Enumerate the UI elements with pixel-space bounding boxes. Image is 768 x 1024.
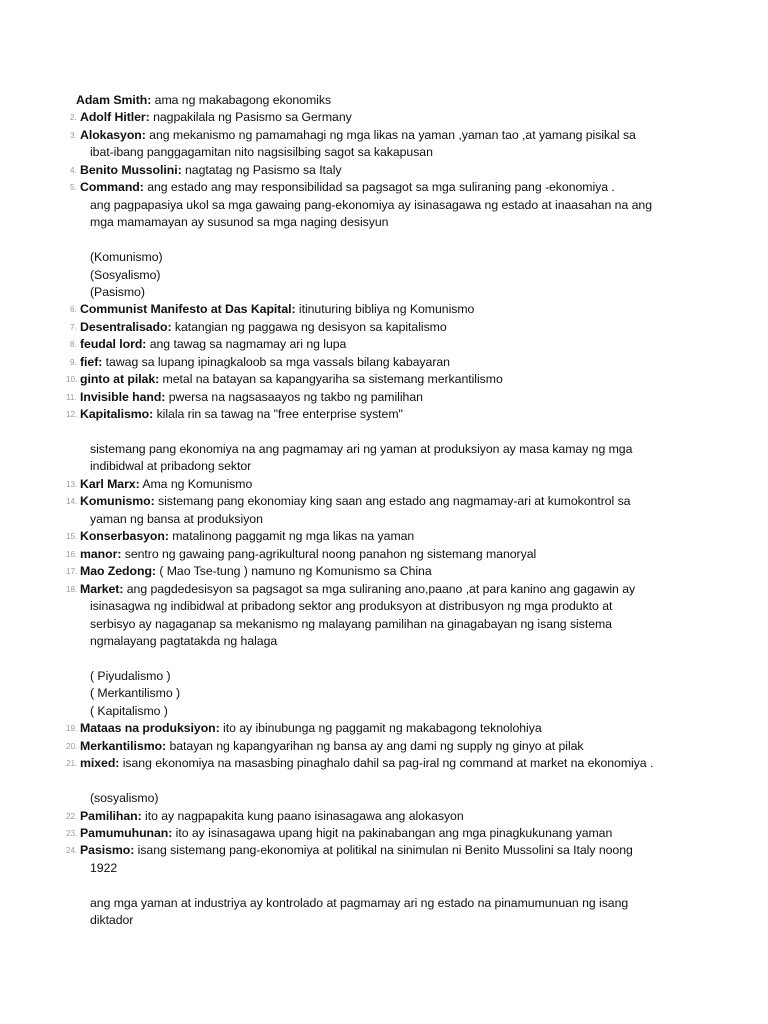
entry-note: ang pagpapasiya ukol sa mga gawaing pang-ekonomiya ay isinasagawa ng estado at inaasahan na ang	[90, 197, 652, 212]
entry-number: 8.	[70, 340, 77, 350]
entry-term: Pasismo:	[80, 843, 135, 858]
entry-definition: batayan ng kapangyarihan ng bansa ay ang dami ng supply ng ginyo at pilak	[166, 738, 584, 753]
glossary-entry	[0, 476, 700, 493]
entry-term: Merkantilismo:	[80, 738, 167, 753]
entry-number: 12.	[66, 410, 78, 420]
entry-definition: matalinong paggamit ng mga likas na yaman	[168, 529, 415, 544]
glossary-entry	[0, 354, 700, 371]
entry-definition: ang mekanismo ng pamamahagi ng mga likas na yaman ,yaman tao ,at yamang pisikal sa	[145, 127, 636, 142]
entry-number: 19.	[66, 724, 78, 734]
entry-note: ( Merkantilismo )	[90, 686, 181, 701]
glossary-entry	[0, 528, 700, 545]
blank-line	[0, 650, 700, 667]
entry-note: indibidwal at pribadong sektor	[90, 459, 252, 474]
entry-term: Invisible hand:	[80, 389, 166, 404]
glossary-entry	[0, 738, 700, 755]
entry-definition: sentro ng gawaing pang-agrikultural noong panahon ng sistemang manoryal	[121, 546, 537, 561]
entry-number: 15.	[66, 532, 78, 542]
glossary-entry	[0, 179, 700, 196]
entry-term: ginto at pilak:	[80, 372, 160, 387]
entry-number: 7.	[70, 322, 77, 332]
entry-term: Pamumuhunan:	[80, 825, 173, 840]
entry-number: 10.	[66, 375, 78, 385]
entry-note: (Sosyalismo)	[90, 267, 161, 282]
entry-term: Konserbasyon:	[80, 529, 169, 544]
entry-note: ang mga yaman at industriya ay kontrolado at pagmamay ari ng estado na pinamumunuan ng isang	[90, 895, 629, 910]
glossary-entry	[0, 842, 700, 859]
glossary-entry	[0, 336, 700, 353]
entry-number: 24.	[66, 846, 78, 856]
entry-note: mga mamamayan ay susunod sa mga naging desisyun	[90, 215, 389, 230]
entry-note: (sosyalismo)	[90, 791, 159, 806]
glossary-entry	[0, 301, 700, 318]
entry-note: (Komunismo)	[90, 250, 163, 265]
entry-term: Mataas na produksiyon:	[80, 721, 220, 736]
entry-term: Karl Marx:	[80, 476, 140, 491]
glossary-entry	[0, 319, 700, 336]
blank-line	[0, 877, 700, 894]
entry-definition: ang tawag sa nagmamay ari ng lupa	[146, 337, 347, 352]
entry-number: 17.	[66, 567, 78, 577]
entry-term: Command:	[80, 180, 144, 195]
glossary-entry	[0, 406, 700, 423]
glossary-entry	[0, 825, 700, 842]
glossary-entry	[0, 127, 700, 144]
entry-term: Alokasyon:	[80, 127, 146, 142]
entry-note: ( Piyudalismo )	[90, 668, 171, 683]
entry-definition: ito ay nagpapakita kung paano isinasagawa ang alokasyon	[141, 808, 464, 823]
blank-line	[0, 232, 700, 249]
entry-definition-continuation: ibat-ibang panggagamitan nito nagsisilbing sagot sa kakapusan	[90, 145, 433, 160]
glossary-entry	[0, 389, 700, 406]
entry-number: 4.	[70, 165, 77, 175]
glossary-entry	[0, 755, 700, 772]
entry-term: fief:	[80, 354, 103, 369]
entry-definition-continuation: yaman ng bansa at produksiyon	[90, 511, 263, 526]
entry-definition: isang ekonomiya na masasbing pinaghalo dahil sa pag-iral ng command at market na ekonomiya .	[119, 756, 654, 771]
entry-definition: ( Mao Tse-tung ) namuno ng Komunismo sa China	[155, 564, 432, 579]
entry-definition: kilala rin sa tawag na "free enterprise system"	[153, 407, 403, 422]
entry-note: serbisyo ay nagaganap sa mekanismo ng malayang pamilihan na ginagabayan ng isang sistema	[90, 616, 612, 631]
entry-term: feudal lord:	[80, 337, 147, 352]
glossary-entry	[0, 92, 700, 109]
entry-number: 11.	[66, 392, 77, 402]
entry-term: Benito Mussolini:	[80, 162, 182, 177]
entry-definition: pwersa na nagsasaayos ng takbo ng pamilihan	[165, 389, 423, 404]
glossary-entry	[0, 808, 700, 825]
entry-note: sistemang pang ekonomiya na ang pagmamay ari ng yaman at produksiyon ay masa kamay ng mga	[90, 442, 633, 457]
entry-definition: tawag sa lupang ipinagkaloob sa mga vassals bilang kabayaran	[102, 354, 450, 369]
entry-number: 16.	[66, 549, 78, 559]
entry-definition: katangian ng paggawa ng desisyon sa kapitalismo	[171, 319, 447, 334]
entry-number: 13.	[66, 479, 78, 489]
entry-note: 1922	[90, 860, 118, 875]
entry-definition: metal na batayan sa kapangyariha sa sistemang merkantilismo	[159, 372, 503, 387]
entry-definition: isang sistemang pang-ekonomiya at politikal na sinimulan ni Benito Mussolini sa Italy noong	[134, 843, 633, 858]
entry-definition: ito ay isinasagawa upang higit na pakinabangan ang mga pinagkukunang yaman	[172, 825, 613, 840]
entry-definition: ama ng makabagong ekonomiks	[151, 93, 332, 107]
entry-definition: ang estado ang may responsibilidad sa pagsagot sa mga suliraning pang -ekonomiya .	[143, 180, 615, 195]
entry-definition: nagpakilala ng Pasismo sa Germany	[149, 110, 352, 125]
entry-term: Market:	[80, 581, 124, 596]
entry-term: Komunismo:	[80, 494, 155, 509]
entry-number: 23.	[66, 828, 78, 838]
glossary-entry	[0, 720, 700, 737]
entry-definition: ito ay ibinubunga ng paggamit ng makabagong teknolohiya	[219, 721, 542, 736]
entry-number: 3.	[70, 130, 77, 140]
glossary-entry	[0, 493, 700, 510]
entry-number: 18.	[66, 584, 78, 594]
entry-number: 6.	[70, 305, 77, 315]
entry-number: 21.	[66, 759, 78, 769]
entry-term: Adolf Hitler:	[80, 110, 150, 125]
glossary-entry	[0, 162, 700, 179]
entry-term: Kapitalismo:	[80, 407, 154, 422]
entry-term: Desentralisado:	[80, 319, 172, 334]
blank-line	[0, 773, 700, 790]
entry-definition: itinuturing bibliya ng Komunismo	[295, 302, 475, 317]
entry-note: ngmalayang pagtatakda ng halaga	[90, 634, 278, 649]
entry-term: mixed:	[80, 756, 120, 771]
entry-number: 2.	[70, 113, 77, 123]
glossary-entry	[0, 109, 700, 126]
entry-term: Adam Smith:	[76, 93, 152, 107]
glossary-document	[0, 92, 700, 930]
entry-definition: Ama ng Komunismo	[139, 476, 253, 491]
blank-line	[0, 424, 700, 441]
glossary-entry	[0, 581, 700, 598]
glossary-entry	[0, 546, 700, 563]
entry-term: manor:	[80, 546, 122, 561]
entry-definition: sistemang pang ekonomiay king saan ang estado ang nagmamay-ari at kumokontrol sa	[154, 494, 631, 509]
entry-number: 14.	[66, 497, 78, 507]
entry-definition: ang pagdedesisyon sa pagsagot sa mga suliraning ano,paano ,at para kanino ang gagawin ay	[123, 581, 636, 596]
entry-term: Communist Manifesto at Das Kapital:	[80, 302, 296, 317]
glossary-entry	[0, 563, 700, 580]
entry-note: isinasagwa ng indibidwal at pribadong sektor ang produksyon at distribusyon ng mga produkto at	[90, 599, 613, 614]
entry-number: 9.	[70, 357, 77, 367]
entry-note: (Pasismo)	[90, 284, 145, 299]
entry-number: 5.	[70, 183, 77, 193]
entry-note: ( Kapitalismo )	[90, 703, 168, 718]
entry-term: Pamilihan:	[80, 808, 142, 823]
entry-definition: nagtatag ng Pasismo sa Italy	[181, 162, 342, 177]
entry-number: 20.	[66, 741, 78, 751]
glossary-entry	[0, 371, 700, 388]
entry-number: 22.	[66, 811, 78, 821]
entry-term: Mao Zedong:	[80, 564, 156, 579]
entry-note: diktador	[90, 913, 134, 928]
